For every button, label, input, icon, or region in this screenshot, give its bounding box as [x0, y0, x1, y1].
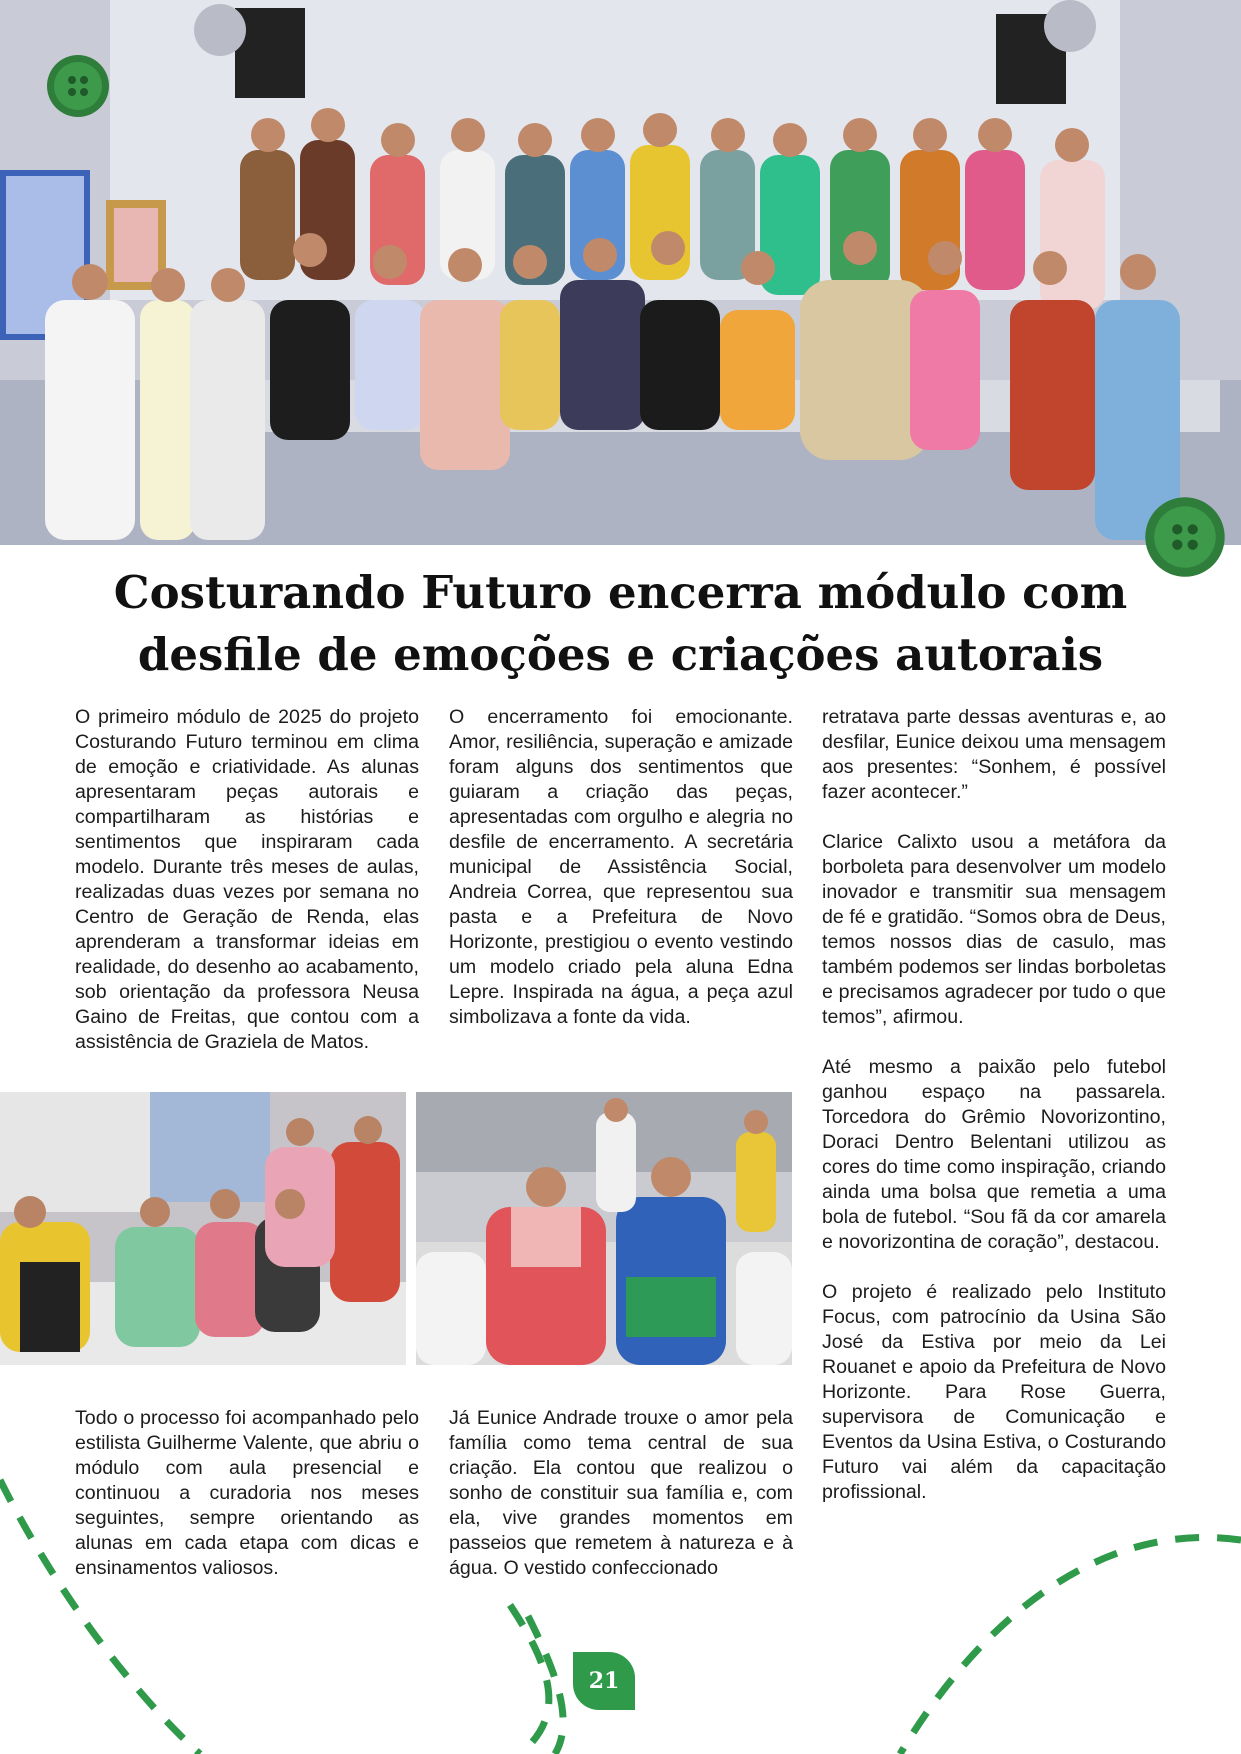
- page-number: 21: [573, 1652, 635, 1710]
- article-paragraph: Clarice Calixto usou a metáfora da borboleta para desenvolver um modelo inovador e transmitir sua mensagem de fé e gratidão. “Somos obra de Deus, temos nossos dias de casulo, mas também podemos ser lindas borboletas e precisamos agradecer por tudo o que temos”, afirmou.: [822, 831, 1166, 1028]
- article-column-2-continued: [449, 1406, 793, 1581]
- article-column-1: [75, 705, 419, 1055]
- article-paragraph: O encerramento foi emocionante. Amor, resiliência, superação e amizade foram alguns dos sentimentos que guiaram a criação das peças, apresentadas com orgulho e alegria no desfile de encerramento. A secretária municipal de Assistência Social, Andreia Correa, que representou sua pasta e a Prefeitura de Novo Horizonte, prestigiou o evento vestindo um modelo criado pela aluna Edna Lepre. Inspirada na água, a peça azul simbolizava a fonte da vida.: [449, 706, 793, 1028]
- article-column-2: [449, 705, 793, 1030]
- article-paragraph: Já Eunice Andrade trouxe o amor pela família como tema central de sua criação. Ela contou que realizou o sonho de constituir sua família e, com ela, vive grandes momentos em passeios que remetem à natureza e à água. O vestido confeccionado: [449, 1407, 793, 1579]
- group-photo: [0, 0, 1241, 545]
- article-paragraph: Até mesmo a paixão pelo futebol ganhou espaço na passarela. Torcedora do Grêmio Novorizontino, Doraci Dentro Belentani utilizou as cores do time como inspiração, criando ainda uma bolsa que remetia a uma bola de futebol. “Sou fã da cor amarela e novorizontina de coração”, destacou.: [822, 1056, 1166, 1253]
- article-headline: Costurando Futuro encerra módulo com desfile de emoções e criações autorais: [113, 566, 1128, 681]
- audience-photo: [0, 1092, 406, 1365]
- article-paragraph: O projeto é realizado pelo Instituto Focus, com patrocínio da Usina São José da Estiva por meio da Lei Rouanet e apoio da Prefeitura de Novo Horizonte. Para Rose Guerra, supervisora de Comunicação e Eventos da Usina Estiva, o Costurando Futuro vai além da capacitação profissional.: [822, 1281, 1166, 1503]
- button-decoration-icon: [46, 54, 110, 118]
- article-paragraph: Todo o processo foi acompanhado pelo estilista Guilherme Valente, que abriu o módulo com aula presencial e continuou a curadoria nos meses seguintes, sempre orientando as alunas em cada etapa com dicas e ensinamentos valiosos.: [75, 1407, 419, 1579]
- article-paragraph: O primeiro módulo de 2025 do projeto Costurando Futuro terminou em clima de emoção e criatividade. As alunas apresentaram peças autorais e compartilharam as histórias e sentimentos que inspiraram cada modelo. Durante três meses de aulas, realizadas duas vezes por semana no Centro de Geração de Renda, elas aprenderam a transformar ideias em realidade, do desenho ao acabamento, sob orientação da professora Neusa Gaino de Freitas, que contou com a assistência de Graziela de Matos.: [75, 706, 419, 1053]
- runway-photo: [416, 1092, 792, 1365]
- article-paragraph: retratava parte dessas aventuras e, ao desfilar, Eunice deixou uma mensagem aos presentes: “Sonhem, é possível fazer acontecer.”: [822, 706, 1166, 803]
- article-column-1-continued: [75, 1406, 419, 1581]
- article-column-3: [822, 705, 1166, 1505]
